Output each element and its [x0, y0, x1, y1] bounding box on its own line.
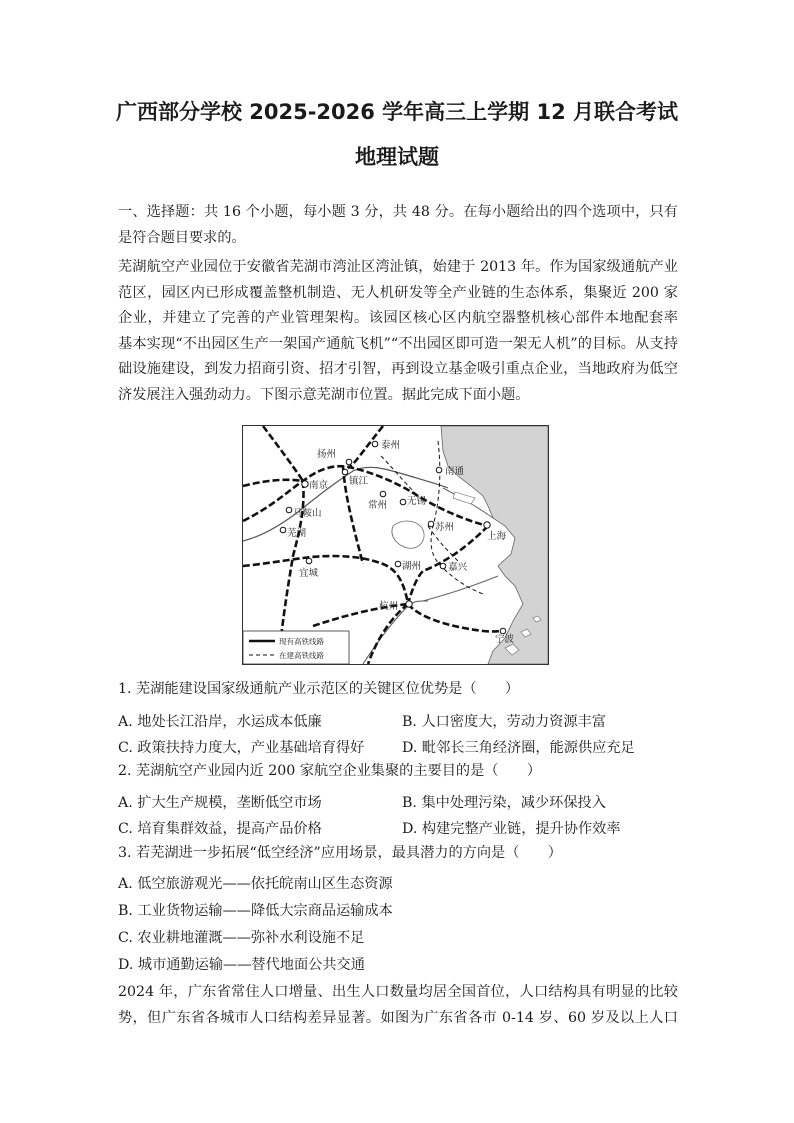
city-label-shanghai: 上海 — [487, 531, 507, 542]
city-label-yangzhou: 扬州 — [317, 449, 337, 460]
question-1-stem: 1. 芜湖能建设国家级通航产业示范区的关键区位优势是（ ） — [118, 681, 520, 697]
passage-line: 企业，并建立了完善的产业管理架构。该园区核心区内航空器整机核心部件本地配套率 — [118, 310, 678, 326]
city-marker-wuxi — [400, 499, 406, 505]
question-3-option-a: A. 低空旅游观光——依托皖南山区生态资源 — [118, 876, 393, 892]
city-label-nantong: 南通 — [445, 466, 465, 477]
city-label-nanjing: 南京 — [309, 480, 329, 491]
city-marker-jiaxing — [440, 563, 446, 569]
wuhu-location-map — [242, 425, 549, 665]
city-marker-maanshan — [286, 507, 292, 513]
question-1-option-d: D. 毗邻长三角经济圈，能源供应充足 — [402, 740, 635, 756]
passage-line: 势，但广东省各城市人口结构差异显著。如图为广东省各市 0-14 岁、60 岁及以上人口 — [118, 1009, 678, 1026]
city-marker-huzhou — [395, 561, 401, 567]
question-2-option-d: D. 构建完整产业链，提升协作效率 — [402, 821, 621, 837]
city-marker-hangzhou — [406, 601, 412, 607]
city-marker-wuhu — [280, 527, 286, 533]
question-1-option-a: A. 地处长江沿岸，水运成本低廉 — [118, 714, 322, 730]
question-1-option-c: C. 政策扶持力度大，产业基础培育得好 — [118, 740, 365, 756]
city-label-hangzhou: 杭州 — [379, 601, 399, 612]
city-marker-nantong — [436, 467, 442, 473]
city-label-huzhou: 湖州 — [402, 561, 422, 572]
city-label-jiaxing: 嘉兴 — [448, 562, 468, 573]
hsr-existing — [243, 480, 303, 486]
city-marker-yangzhou — [346, 459, 352, 465]
city-label-xuancheng: 宜城 — [299, 568, 319, 579]
city-marker-ningbo — [500, 628, 506, 634]
question-2-option-a: A. 扩大生产规模，垄断低空市场 — [118, 795, 322, 811]
hsr-building — [381, 456, 418, 496]
passage-line: 基本实现“不出园区生产一架国产通航飞机”“不出园区即可造一架无人机”的目标。从支持 — [118, 335, 678, 352]
city-marker-zhenjiang — [342, 469, 348, 475]
city-label-taizhou: 泰州 — [381, 440, 401, 451]
city-label-changzhou: 常州 — [368, 500, 388, 511]
passage-line: 济发展注入强劲动力。下图示意芜湖市位置。据此完成下面小题。 — [118, 386, 530, 403]
passage-2 — [118, 980, 678, 1031]
question-3-option-b: B. 工业货物运输——降低大宗商品运输成本 — [118, 903, 393, 919]
question-3-option-c: C. 农业耕地灌溉——弥补水利设施不足 — [118, 930, 365, 946]
passage-line: 芜湖航空产业园位于安徽省芜湖市湾沚区湾沚镇，始建于 2013 年。作为国家级通航产业 — [118, 259, 678, 275]
passage-1 — [118, 255, 678, 408]
section-intro — [118, 200, 678, 251]
page-title: 广西部分学校 2025-2026 学年高三上学期 12 月联合考试 — [115, 100, 679, 124]
question-2-option-b: B. 集中处理污染，减少环保投入 — [402, 795, 606, 811]
hsr-existing — [243, 556, 408, 604]
city-label-suzhou: 苏州 — [435, 522, 455, 533]
city-label-ningbo: 宁波 — [495, 634, 515, 645]
hsr-existing — [263, 426, 303, 481]
hsr-existing — [348, 426, 383, 468]
question-3-option-d: D. 城市通勤运输——替代地面公共交通 — [118, 957, 365, 973]
question-2-stem: 2. 芜湖航空产业园内近 200 家航空企业集聚的主要目的是（ ） — [118, 763, 542, 779]
intro-line: 是符合题目要求的。 — [118, 229, 246, 246]
city-marker-suzhou — [428, 521, 434, 527]
legend-building-label: 在建高铁线路 — [279, 651, 324, 660]
city-label-wuhu: 芜湖 — [287, 528, 307, 539]
city-marker-changzhou — [380, 491, 386, 497]
question-2-option-c: C. 培育集群效益，提高产品价格 — [118, 821, 322, 837]
passage-line: 范区，园区内已形成覆盖整机制造、无人机研发等全产业链的生态体系，集聚近 200 家 — [118, 284, 678, 301]
hangzhou-bay — [423, 576, 498, 601]
sea-area — [441, 426, 548, 664]
city-marker-nanjing — [302, 481, 308, 487]
passage-line: 2024 年，广东省常住人口增量、出生人口数量均居全国首位，人口结构具有明显的比较 — [118, 984, 678, 1000]
hsr-existing — [408, 604, 503, 631]
question-3-stem: 3. 若芜湖进一步拓展“低空经济”应用场景，最具潜力的方向是（ ） — [118, 845, 562, 861]
taihu-lake — [392, 521, 424, 548]
chongming-island — [453, 492, 475, 504]
city-label-wuxi: 无锡 — [407, 496, 427, 507]
passage-line: 础设施建设，到发力招商引资、招才引智，再到设立基金吸引重点企业，当地政府为低空 — [118, 361, 678, 377]
city-label-maanshan: 马鞍山 — [293, 508, 322, 519]
map-legend — [243, 631, 349, 664]
city-marker-taizhou — [372, 441, 378, 447]
question-1-option-b: B. 人口密度大，劳动力资源丰富 — [402, 714, 606, 730]
city-marker-shanghai — [484, 522, 490, 528]
page-subtitle: 地理试题 — [355, 145, 439, 169]
legend-existing-label: 现有高铁线路 — [279, 637, 324, 646]
city-marker-xuancheng — [306, 558, 312, 564]
intro-line: 一、选择题：共 16 个小题，每小题 3 分，共 48 分。在每小题给出的四个选项中，只有 — [118, 204, 678, 220]
city-label-zhenjiang: 镇江 — [349, 476, 369, 487]
